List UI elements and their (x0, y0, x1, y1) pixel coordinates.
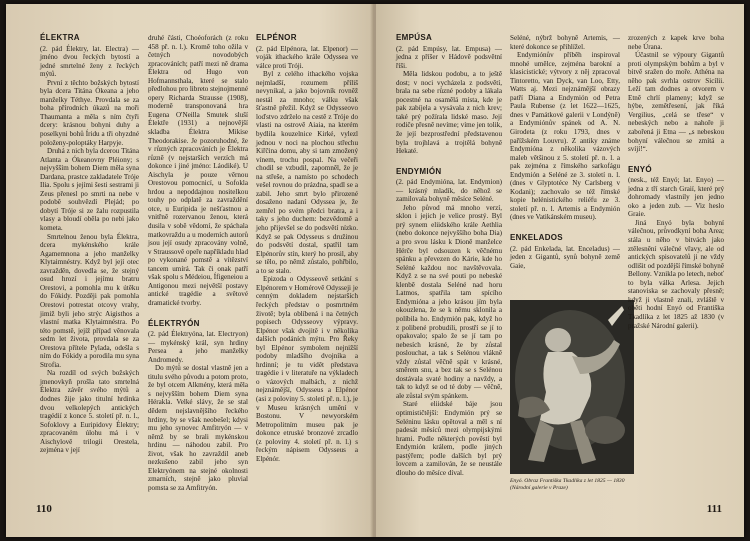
painting-illustration (510, 300, 634, 474)
paragraph: Staré eliidské báje jsou optimističtější: Endymión prý se Seléninu lásku opětoval a měl s ní padesát měsíců mezi olympijskými hrami. Podle některých pověstí byl Endymión králem, podle jiných pastýřem; podle dalších byl prý lovcem a zamilován, že se neustále dlouho do měsíce díval. (396, 400, 502, 477)
paragraph: druhé části, Choéoforách (z roku 458 př. n. l.). Kromě toho ožila v četných novodobých zpracováních; patří mezi ně drama Élektra od Hugo von Hofmannsthala, které se stalo předlohou pro libreto stejnojmenné opery Richarda Strausse (1908), moderně transponovaná hra Eugena O'Neilla Smutek sluší Élektře (1931) a nejnovější skladba Élektra Mikise Theodorakise. Je pozoruhodné, že v různých zpracováních je Élektra různě (v nejstarších verzích má dokonce i jiné jméno: Láodiké). U Aischyla je pouze věrnou Orestovou pomocnicí, u Sofokla hrdou a nepoddajnou nositelkou touhy po odplatě za zavraždění otce, u Euripida je nešťastnou a vnitřně rozervanou ženou, která dusila v sobě vědomí, že spáchala matkovraždu a u moderních autorů jsou její osudy zpracovány volně, v Straussově opeře napříkladu hlad po vykonané pomstě a vítězství tancem umírá. Tak či onak patří však spolu s Médeiou, Ífigeneiou a Antigonou mezi největší postavy antické tragédie a světové dramatické tvorby. (148, 34, 248, 307)
paragraph: (2. pád Empúsy, lat. Empusa) — jedna z příšer v Hádově podsvětní říši. (396, 44, 502, 70)
paragraph: Endymiónův příběh inspiroval mnohé umělce, zejména barokní a klasicistické; výtvory z něj zpracoval Tintoretto, van Dyck, van Loo, Etty, Watts aj. Mezi nejznámější obrazy patří Diana a Endymión od Petra Paula Rubense (z let 1622—1625, dnes v Památkové galerii v Londýně) a Endymiónův spánek od A. N. Girodeta (z roku 1793, dnes v pařížském Louvru). Z antiky známe Endymióna z několika vázových maleb většinou z 5. století př. n. l. a pak zejména z římského sarkofágu Endymión a Seléné ze 3. století n. l. (dnes v Glyptotéce Ny Carlsberg v Kodani); zachovalo se též římské kopie helénistického reliéfu ze 3. století př. n. l. Artemis a Endymión (dnes ve Vatikánském museu). (510, 51, 620, 222)
paragraph: Do mýtů se dostal vlastně jen a titulu svého původu a potom proto, že byl otcem Alkmény, která měla s nejvyšším bohem Diem syna Hérakla. Velké slávy, že se stal dědem nejslavnějšího řeckého hrdiny, by se však neobešel; kdysi mu jeho synovec Amfitryón — v němž by se brali mykénskou hrdinu — náhodou zabil. Pro život, však ho zavraždil aneb nezkušeno zabil jeho syn Elektryónem na stejné okolnosti zmarních, stejně jako pluvial pomsta se za Amfitryón. (148, 364, 248, 492)
paragraph: (2. pád Endymióna, lat. Endymion) — krásný mladík, do něhož se zamilovala bohyně měsíce Seléné. (396, 178, 502, 204)
painting-photo-enyo (510, 300, 634, 474)
entry-heading-elpenor: ELPÉNOR (256, 33, 297, 42)
paragraph: Byl z celého ithackého vojska nejmladší, rozumem příliš nevynikal, a jako bojovník rovněž nestál za mnoho; válku však šťastně přežil. Když se Odysseovo loďstvo zdrželo na cestě z Tróje do vlasti na ostrově Aiaia, na kterém bydlila kouzelnice Kirké, vylezl jednou v noci na plochou střechu Kiřčina domu, aby si tam zmožený vínem, trochu pospal. Na večeři chodil se vzbudil, zapomněl, že je na střeše, a namísto po schodech vešel rovnou do prázdna, spadl se a zabil. Jeho smrt bylo přirozené dosaženo nadaní Odyssea je, že zemřel po svém předci bratra, a i taky s jeho duchem: bezvědomě a jeho přijevšel se do podsvětí nízko. Když se pak Odysseus s družinou do podsvětí dostal, spatřil tam Elpénorův stín, který ho prosil, aby se tělo, po němž zůstalo, pohřbilo, a to se stalo. (256, 70, 358, 275)
entry-heading-endymion: ENDYMIÓN (396, 166, 442, 176)
right-column-2 (510, 34, 620, 296)
right-column-1 (396, 34, 502, 477)
right-column-3 (628, 34, 724, 330)
paragraph: Smrtelnou ženou byla Élektra, dcera mykénského krále Agamemnona a jeho manželky Klytaimnéstry. Když byl její otec zavražděn, dovedla se, že stejný osud hrozí i jejímu bratru Orestovi, a pomohla mu k útěku do Fókidy. Později pak pomohla Orestovi potrestat otcovy vrahy, jimiž byli jeho strýc Aigisthos a vlastní matka Klytaimnéstra. Po této pomstě, jejíž případ věnovala sedm let života, provdala se za Orestova přítele Pylada, odešla s ním do Fókidy a porodila mu syna Strofia. (40, 232, 139, 369)
paragraph: Druhá z nich byla dcerou Titána Atlanta a Ókeanovny Pléiony; s nejvyšším bohem Diem měla syna Dardana, prastce zakladatele Tróje Ilia. Spolu s jejími šesti sestrami ji Zeus přenesl po smrti na nebe v podobě souhvězdí Plejád; po dobytí Tróje si ze žalu rozpustila vlasy a bloudí oběla po nebi jako kometa. (40, 147, 139, 233)
paragraph: Seléné, nýbrž bohyně Artemis, — které dokonce se přihlížel. (510, 34, 620, 51)
paragraph: První z těchto božských bytostí byla dcera Titána Ókeana a jeho manželky Téthye. Provdala se za boha přírodních úkazů na moři Thaumanta a měla s ním čtyři dcery: krásnou bohyni duhy a poselkyni bohů Íridu a tři ohyzdné položeny-poloptáky Harpyje. (40, 78, 139, 147)
paragraph: Na rozdíl od svých božských jmenovkyň prošla tato smrtelná Élektra závěr svého mýtů a dodnes žije jako titulní hrdinka dvou velkolepých antických tragédií z konce 5. století př. n. l., Sofoklovy a Euripidovy Élektry; zpracovaném úlohu má i v Aischylově trilogii Orestela, zejména v její (40, 369, 139, 455)
entry-heading-enkelados: ENKELADOS (510, 233, 563, 243)
paragraph: Jiná Enyó byla bohyní válečnou, průvodkyní boha Area; stála u něho v bitvách jako ztělesnění válečné vřavy, ale od antických spisovatelů ji ne vždy odlišit od pozdější římské bohyně Bellony. Vznikla po letech, neboť to byla válka Arlesa. Jejich stanoviska se zachovaly přesně; když ji vlastně znali, zvláště v oběti hodní Enyó od Františka Tkadlíka z let 1825 až 1830 (v pražské Národní galerii). (628, 218, 724, 330)
paragraph: (2. pád Elpénora, lat. Elpenor) — voják ithackého krále Odyssea ve válce proti Tróji. (256, 44, 358, 70)
entry-heading-empusa: EMPÚSA (396, 33, 433, 42)
paragraph: (2. pád Enkelada, lat. Enceladus) — jeden z Gigantů, synů bohyně země Gaie, (510, 244, 620, 270)
entry-heading-enyo: ENYÓ (628, 164, 652, 174)
page-number-right: 111 (706, 503, 722, 515)
left-page (6, 4, 374, 537)
left-column-3 (256, 34, 358, 463)
paragraph: Jeho původ má mnoho verzí, sklon i jejich je velice prostý. Byl prý synem eliidského krále Aethlia (nebo dokonce nejvyššího boha Dia) a pro svou lásku k Dioně manželce Hérče byl odsouzen k věčnému spánku a převezen do Kárie, kde ho Seléné každou noc navštěvovala. Když z se na své pouti po nebeské klenbě dostala Seléné nad horu Latmos, spatřila tam spícího Endymióna a jeho krásou jím byla okouzlena, že se k němu sklonila a políbila ho. Endymión pak, když ho z polibené probudili, prostří se jí to opakovalo; spalo že se jí tam po nebesích krásné, že by zůstal poslouchat, a tak s Selénou vlákně vždy zůstal věčně spát v krásné, směrem snu, a bez tak se s Selénou dostávala svaté hodiny a navždy, a tak to když se od té doby — věčně, ale zůstal svým spánkem. (396, 203, 502, 400)
paragraph: Účastnil se výpoury Gigantů proti olympským bohům a byl v bitvě sražen do moře. Athéna na něho pak svrhla ostrov Sicílii. Leží tam dodnes a otvorem v Etně chrlí plameny; když se hýbe, zemětřesení, jak říká Vergilius, „celá se třese“ v nebeských nebo a nahoře ji zabořená ji Etna — „s nebeskou bohyní válečnou se zmítá a svíjí!“. (628, 51, 724, 154)
left-column-1 (40, 34, 139, 455)
paragraph: Epizoda o Odysseově setkání s Elpénorem v Homérově Odysseji je cenným dokladem nejstarších řeckých představ o posmrtném životě; byla oblíbená i na četných popisech Odysseovy výpravy. Elpénor však dvojitě i v několika dalších podáních mýtu. Pro Řeky byl Elpénor symbolem nejnižší podoby mladšího dvojníka a hrdinní; je tu vidět představa tragédie i v literatuře na výkladech o vázových malbách, z nichž nejznámější, Odysseus a Elpénor (asi z poloviny 5. století př. n. l.), je v Museu krásných umění v Bostonu. V newyorském Metropolitním museu pak je dokonce etruské bronzové zrcadlo (z poloviny 4. století př. n. l.) s řeckým nápisem Odysseus a Elpénór. (256, 275, 358, 463)
page-number-left: 110 (36, 503, 52, 515)
paragraph: (2. pád Élektry, lat. Electra) — jméno dvou řeckých bytostí a jedné smrtelné ženy z řeckých mýtů. (40, 44, 139, 79)
entry-heading-elektryon: ÉLEKTRYÓN (148, 318, 200, 328)
left-column-2 (148, 34, 248, 492)
paragraph: zrozených z kapek krve boha nebe Úrana. (628, 34, 724, 51)
right-page (376, 4, 744, 537)
figure-caption: Enyó. Obraz Františka Tkadlíka z let 1825 — 1830 (Národní galerie v Praze) (510, 478, 625, 491)
entry-heading-elektra: ÉLEKTRA (40, 33, 80, 42)
book-spread (6, 4, 744, 537)
paragraph: (nesk., též Enyó; lat. Enyo) — jedna z tří starch Graií, které prý dohromady vlastnily jen jedno oko a jeden zub. — Viz heslo Graie. (628, 176, 724, 219)
paragraph: Měla lidskou podobu, a to ještě dost; v noci vycházela z podsvětí, brala na sebe různé podoby a lákala pocestné na osamělá místa, kde je pak zabíjela a vysávala z nich krev; také prý požírala lidské maso. Její rodiče přesně nevíme; víme jen tolik, že její bezprostřední představenou byla trojhlavá a trojtělá bohyně Hekaté. (396, 70, 502, 156)
paragraph: (2. pád Élektryóna, lat. Electryon) — mykénský král, syn hrdiny Persea a jeho manželky Andromedy. (148, 330, 248, 364)
